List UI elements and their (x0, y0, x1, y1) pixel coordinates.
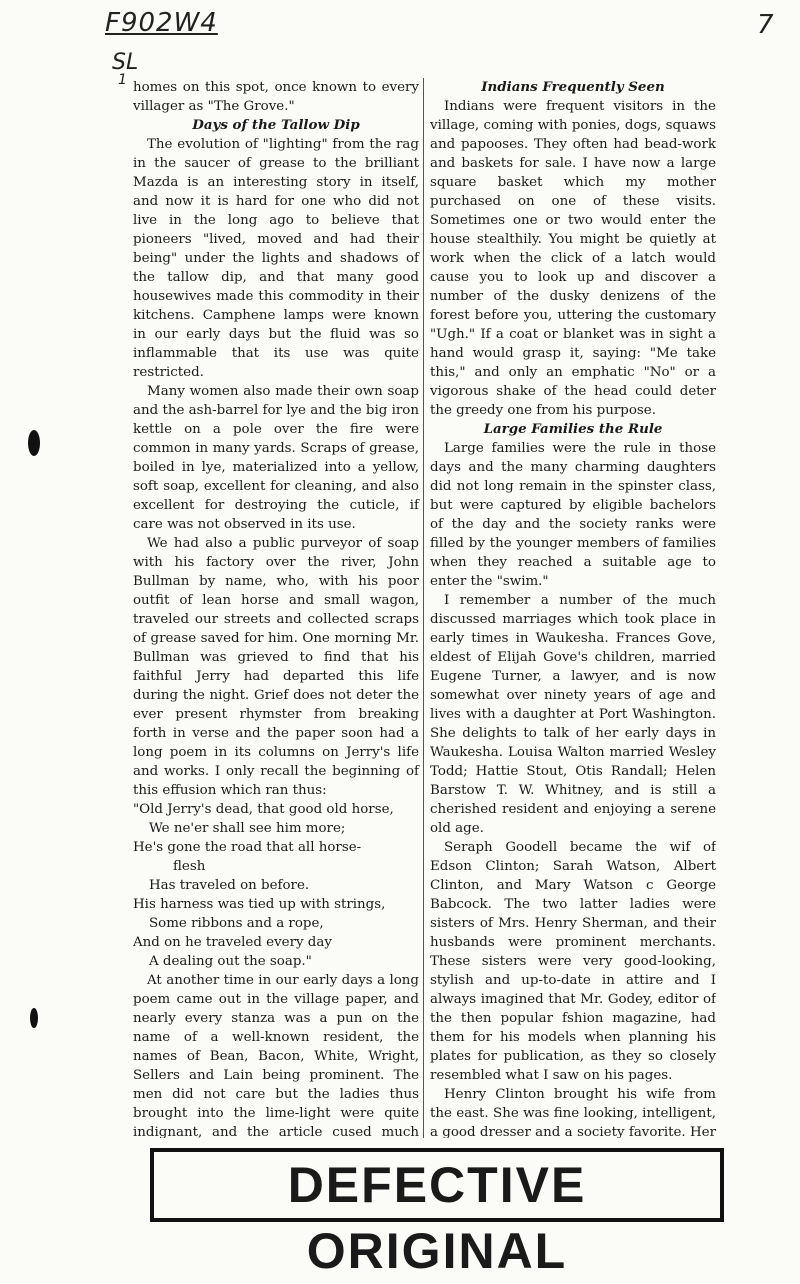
poem-line: Some ribbons and a rope, (149, 916, 324, 931)
poem-line: flesh (173, 859, 206, 874)
poem-line: Has traveled on before. (149, 878, 310, 893)
poem-line: A dealing out the soap." (149, 954, 312, 969)
punch-hole-mark (30, 1008, 38, 1028)
page-number: 7 (757, 10, 774, 40)
poem-line: We ne'er shall see him more; (149, 821, 346, 836)
poem-line: He's gone the road that all horse- (133, 840, 362, 855)
left-column (133, 78, 424, 1138)
punch-hole-mark (28, 430, 40, 456)
paragraph-indians: Indians were frequent visitors in the village, coming with ponies, dogs, squaws and papooses. They often had bead-work and baskets for sale. I have now a large square basket which my mother purchased on one of these visits. Sometimes one or two would enter the house stealthily. You might be quietly at work when the click of a latch would cause you to look up and discover a number of the dusky denizens of the forest before you, uttering the customary "Ugh." If a coat or blanket was in sight a hand would grasp it, saying: "Me take this," and only an emphatic "No" or a vigorous shake of the head could deter the greedy one from his purpose. (430, 99, 716, 418)
call-sub-label: SL (112, 50, 139, 75)
right-column (430, 78, 716, 1138)
paragraph-seraph: Seraph Goodell became the wif of Edson Clinton; Sarah Watson, Albert Clinton, and Mary Watson c George Babcock. The two latter ladies were sisters of Mrs. Henry Sherman, and their husbands were prominent merchants. These sisters were very good-looking, stylish and up-to-date in attire and I always imagined that Mr. Godey, editor of the then popular fshion magazine, had them for his models when planning his plates for publication, as they so closely resembled what I saw on his pages. (430, 840, 716, 1083)
paragraph-intro: homes on this spot, once known to every villager as "The Grove." (133, 80, 419, 114)
poem-line: His harness was tied up with strings, (133, 897, 386, 912)
poem-line: And on he traveled every day (133, 935, 332, 950)
heading-indians: Indians Frequently Seen (481, 79, 665, 95)
call-mark: 1 (118, 72, 127, 88)
call-number: F902W4 (105, 8, 218, 38)
paragraph-marriages: I remember a number of the much discussed marriages which took place in early times in Waukesha. Frances Gove, eldest of Elijah Gove's children, married Eugene Turner, a lawyer, and is now somewhat over ninety years of age and lives with a daughter at Port Washington. She delights to talk of her early days in Waukesha. Louisa Walton married Wesley Todd; Hattie Stout, Otis Randall; Helen Barstow T. W. Whitney, and is still a cherished resident and enjoying a serene old age. (430, 593, 716, 836)
paragraph-evolution: The evolution of "lighting" from the rag in the saucer of grease to the brilliant Mazda is an interesting story in itself, and now it is hard for one who did not live in the long ago to believe that pioneers "lived, moved and had their being" under the lights and shadows of the tallow dip, and that many good housewives made this commodity in their kitchens. Camphene lamps were known in our early days but the fluid was so inflammable that its use was quite restricted. (133, 137, 419, 380)
poem-line: "Old Jerry's dead, that good old horse, (133, 802, 394, 817)
paragraph-another-time: At another time in our early days a long poem came out in the village paper, and nearly every stanza was a pun on the name of a well-known resident, the names of Bean, Bacon, White, Wright, Sellers and Lain being prominent. The men did not care but the ladies thus brought into the lime-light were quite indignant, and the article cused much (133, 973, 419, 1138)
heading-tallow-dip: Days of the Tallow Dip (192, 117, 360, 133)
paragraph-henry-clinton: Henry Clinton brought his wife from the east. She was fine looking, intelligent, a good dresser and a society favorite. Her (430, 1087, 716, 1138)
poem-jerry (133, 800, 419, 971)
paragraph-purveyor: We had also a public purveyor of soap with his factory over the river, John Bullman by name, who, with his poor outfit of lean horse and small wagon, traveled our streets and collected scraps of grease saved for him. One morning Mr. Bullman was grieved to find that his faithful Jerry had departed this life during the night. Grief does not deter the ever present rhymster from breaking forth in verse and the paper soon had a long poem in its columns on Jerry's life and works. I only recall the beginning of this effusion which ran thus: (133, 536, 419, 798)
paragraph-soap: Many women also made their own soap and the ash-barrel for lye and the big iron kettle on a pole over the fire were common in many yards. Scraps of grease, boiled in lye, materialized into a yellow, soft soap, excellent for cleaning, and also excellent for destroying the cuticle, if care was not observed in its use. (133, 384, 419, 532)
heading-large-families: Large Families the Rule (483, 421, 663, 437)
paragraph-families: Large families were the rule in those days and the many charming daughters did not long remain in the spinster class, but were captured by eligible bachelors of the day and the society ranks were filled by the younger members of families when they reached a suitable age to enter the "swim." (430, 441, 716, 589)
defective-original-stamp: DEFECTIVE ORIGINAL (150, 1148, 724, 1222)
